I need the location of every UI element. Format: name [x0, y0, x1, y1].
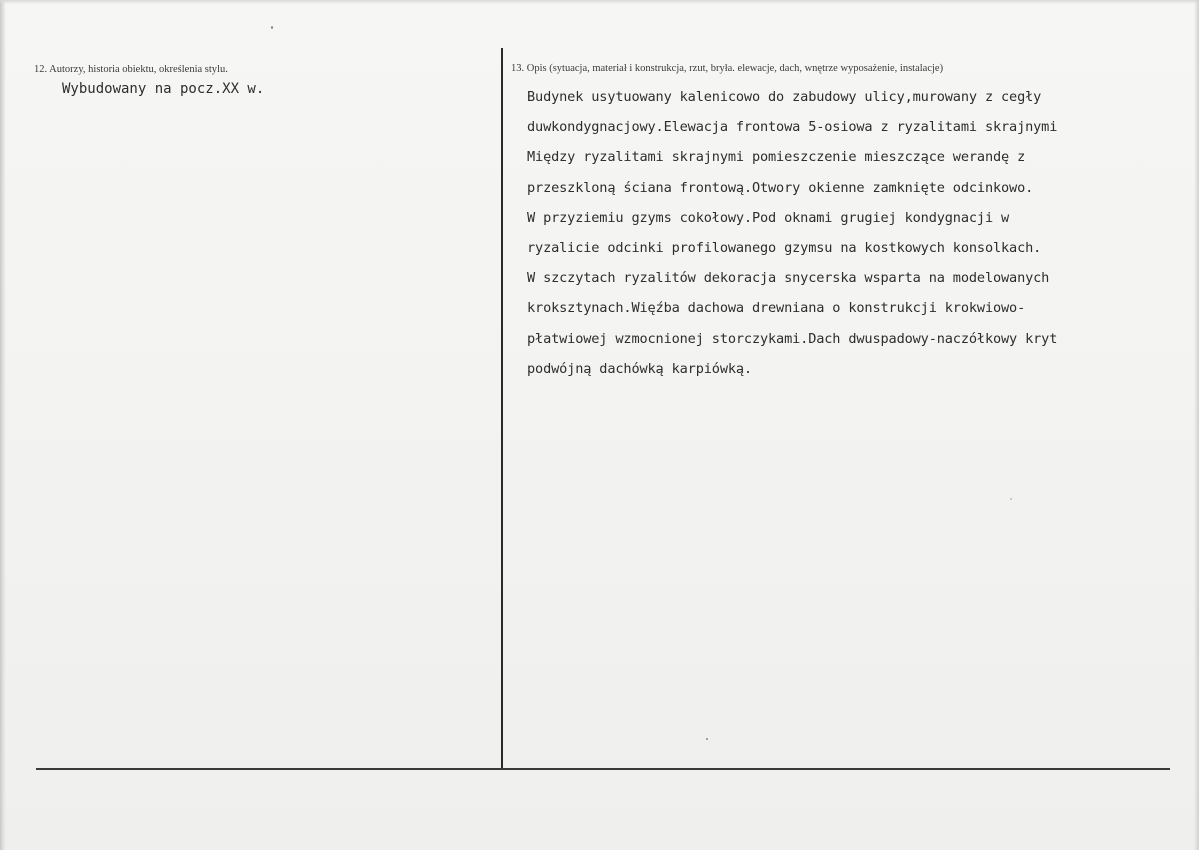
description-line: Między ryzalitami skrajnymi pomieszczenie mieszczące werandę z	[527, 149, 1026, 166]
description-line: płatwiowej wzmocnionej storczykami.Dach dwuspadowy-naczółkowy kryt	[527, 330, 1058, 347]
section-13-label: 13. Opis (sytuacja, materiał i konstrukcja, rzut, bryła. elewacje, dach, wnętrze wyposażenie, instalacje)	[511, 63, 944, 74]
paper-speck	[1010, 498, 1012, 500]
paper-left-edge	[0, 0, 6, 850]
description-line: kroksztynach.Więźba dachowa drewniana o konstrukcji krokwiowo-	[527, 300, 1026, 317]
bottom-rule	[36, 768, 1170, 770]
paper-speck	[271, 26, 273, 29]
section-12-label: 12. Autorzy, historia obiektu, określenia stylu.	[34, 64, 228, 75]
paper-top-edge	[0, 0, 1199, 4]
section-13-description	[527, 82, 1199, 384]
description-line: duwkondygnacjowy.Elewacja frontowa 5-osiowa z ryzalitami skrajnymi	[527, 119, 1058, 136]
description-line: przeszkloną ściana frontową.Otwory okienne zamknięte odcinkowo.	[527, 179, 1034, 196]
paper-speck	[706, 738, 708, 740]
description-line: W szczytach ryzalitów dekoracja snycerska wsparta na modelowanych	[527, 270, 1050, 287]
description-line: podwójną dachówką karpiówką.	[527, 360, 752, 377]
section-12-text: Wybudowany na pocz.XX w.	[62, 81, 265, 97]
column-divider	[501, 48, 503, 770]
description-line: ryzalicie odcinki profilowanego gzymsu na kostkowych konsolkach.	[527, 239, 1042, 256]
description-line: Budynek usytuowany kalenicowo do zabudowy ulicy,murowany z cegły	[527, 89, 1042, 105]
description-line: W przyziemiu gzyms cokołowy.Pod oknami grugiej kondygnacji w	[527, 209, 1010, 226]
